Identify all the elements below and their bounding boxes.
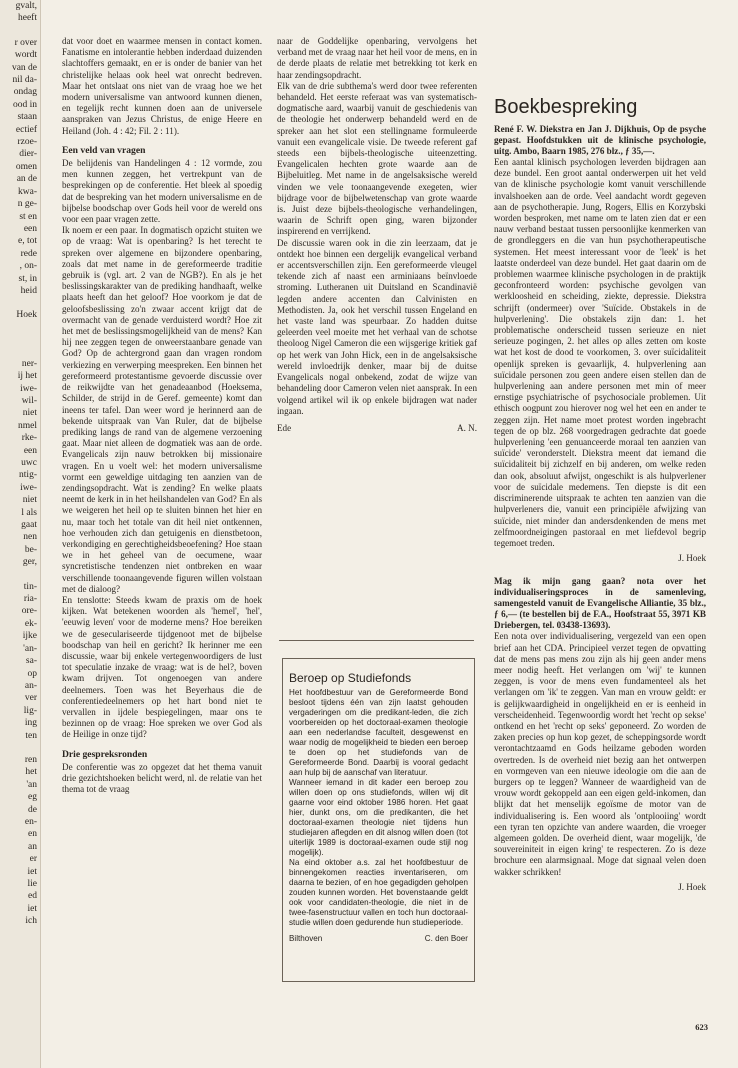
- signature-name: C. den Boer: [424, 934, 468, 943]
- gutter-line: 'an: [26, 779, 37, 790]
- gutter-line: dier-: [19, 149, 37, 160]
- gutter-line: ondag: [13, 87, 37, 98]
- gutter-line: heid: [20, 285, 37, 296]
- gutter-line: heeft: [18, 13, 37, 24]
- article-column-1: [62, 36, 262, 1036]
- gutter-line: ijke: [22, 631, 37, 642]
- page-number: 623: [695, 1022, 708, 1032]
- gutter-line: an: [28, 841, 37, 852]
- gutter-line: iet: [27, 903, 37, 914]
- review-paragraph: Een aantal klinisch psychologen leverden bijdragen aan deze bundel. Een groot aantal onderwerpen uit het veld van de klinische psychologie komt vanuit verschillende invalshoeken aan de orde. Veel aandacht wordt gegeven aan de psychotherapie. Jung, Rogers, Ellis en Korzybski worden besproken, met name om te laten zien dat er een nauw verband bestaat tussen persoonlijke kenmerken van de grondleggers en die van hun psychotherapeutische systemen. Het meest interessant voor de 'leek' is het laatste onderdeel van deze bundel. Het gaat daarin om de problemen waarmee klinische psychologen in de praktijk geconfronteerd worden: psychische gevolgen van werkloosheid en scheiding, ziekte, depressie. Diekstra schrijft (ondermeer) over 'Suïcide. Obstakels in de hulpverlening'. Die obstakels zijn dan: 1. het problematische onderscheid tussen serieuze en niet serieuze pogingen, 2. het alles op alles zetten om koste wat het kost de dood te voorkomen, 3. over suïcidaliteit openlijk spreken is gevaarlijk, 4. hulpverlening aan suïcidale personen zou geen andere eisen stellen dan de hulpverlening aan andere personen met min of meer ernstige psychiatrische of psychosociale problemen. Uit ethisch oogpunt zou hierover nog wel het een en ander te zeggen zijn. Het name moet protest worden ingebracht tegen de op blz. 268 voorgedragen gedrachte dat goede hulpverlening 'een genuanceerde moraal ten aanzien van suïcide' veronderstelt. Diekstra meent dat iemand die suïcidaliteit bij zichzelf en bij anderen, om welke reden dan ook, absoluut afwijst, ongeschikt is als hulpverlener voor de suïcidale medemens. Ten diepste is dit een discriminerende uitspraak te achten ten aanzien van die hulpverleners die, vanuit een principiële afwijzing van suïcide, niet minder dan andersdenkenden de mens met zelfmoordneigingen pastoraal en met liefdevol begrip tegemoet treden.: [494, 157, 706, 548]
- gutter-line: wordt: [14, 50, 37, 61]
- gutter-line: eg: [28, 792, 37, 803]
- gutter-line: rzoe-: [17, 137, 37, 148]
- intro-paragraph: dat voor doet en waarmee mensen in contact komen. Fanatisme en intolerantie hebben inderdaad duizenden slachtoffers gemaakt, en er is onder de banier van het christelijke helaas ook heel wat onrecht bedreven. Maar het ontslaat ons niet van de vraag hoe we het modern universalisme van antwoord kunnen dienen, en tegelijk recht kunnen doen aan de universele aanspraken van Jezus Christus, de enige Heere en Heiland (Joh. 4 : 42; Fil. 2 : 11).: [62, 36, 262, 136]
- gutter-line: [0, 25, 40, 37]
- gutter-line: ed: [28, 891, 37, 902]
- paragraph: De conferentie was zo opgezet dat het thema vanuit drie gezichtshoeken belicht werd, nl. de relatie van het thema tot de vraag: [62, 761, 262, 795]
- paragraph: De discussie waren ook in die zin leerzaam, dat je ontdekt hoe binnen een dergelijk evangelical verband er accentsverschillen zijn. Een gereformeerde vleugel tekende zich af naast een arminiaans beïnvloede stroming. Lutheranen uit Duitsland en Scandinavië legden andere accenten dan Calvinisten en Methodisten. Ja, ook het verschil tussen Engeland en het vaste land was speurbaar. Zo hadden duitse geleerden veel moeite met het verhaal van de schotse theoloog Nigel Cameron die een wijsgerige kritiek gaf op het werk van John Hick, een in de angelsaksische wereld invloedrijk denker, maar bij de duitse Evangelicals nogal onbekend, zodat de wijze van behandeling door Cameron velen niet aansprak. In een volgend artikel wil ik op enkele bijdragen wat nader ingaan.: [277, 237, 477, 416]
- paragraph: En tenslotte: Steeds kwam de praxis om de hoek kijken. Wat betekenen woorden als 'hemel', 'hel', 'eeuwig leven' voor de moderne mens? Hoe bereiken we de geseculariseerde tijdgenoot met de bijbelse boodschap van heil en gericht? Ik herinner me een discussie, waar bij enkele vertegenwoordigers de lust tot speculatie inzake de vraag: wat is de hel?, boven kwam drijven. Tot ongenoegen van andere deelnemers. Toen was het Beyerhaus die de conferentiedeelnemers op het hart bond niet te vervallen in ijdele bespiegelingen, maar ons te bezinnen op de vraag: Hoe spreken we over God als de Heilige in onze tijd?: [62, 594, 262, 740]
- gutter-line: iwe-: [20, 383, 37, 394]
- gutter-line: lig-: [23, 705, 37, 716]
- gutter-line: en-: [24, 816, 37, 827]
- gutter-line: de: [28, 804, 37, 815]
- article-signature: [277, 423, 477, 434]
- gutter-line: [0, 346, 40, 358]
- gutter-line: ren: [24, 754, 37, 765]
- signature-place: Bilthoven: [289, 934, 323, 943]
- gutter-line: nen: [23, 532, 37, 543]
- announcement-title: Beroep op Studiefonds: [289, 671, 412, 685]
- adjacent-page-strip: [0, 0, 41, 1068]
- gutter-line: een: [23, 223, 37, 234]
- gutter-line: [0, 334, 40, 346]
- gutter-line: ntig-: [19, 470, 37, 481]
- gutter-line: lie: [27, 879, 37, 889]
- paragraph: naar de Goddelijke openbaring, vervolgens het verband met de vraag naar het heil voor de mens, en in de derde plaats de relatie met betrekking tot kerk en haar zendingsopdracht.: [277, 36, 477, 80]
- book-reference: Mag ik mijn gang gaan? nota over het individualiseringsproces in de samenleving, samengesteld vanuit de Evangelische Alliantie, 35 blz., ƒ 6,— (te bestellen bij de F.A., Hoofstraat 55, 3971 KB Driebergen, tel. 03438-13693).: [494, 576, 706, 631]
- paragraph: Elk van de drie subthema's werd door twee referenten behandeld. Het eerste referaat was van systematisch-dogmatische aard, waarbij vanuit de geschiedenis van de theologie het onderwerp behandeld werd en de spreker aan het slot een stellingname formuleerde vanuit een evangelicale visie. De tweede referent gaf steeds een bijbels-theologische uiteenzetting. Evangelicalen hechten grote waarde aan de Bijbeluitleg. Met name in de angelsaksische wereld vinden we vele toonaangevende exegeten, wier bijdrage voor de bijbelwetenschap van grote waarde is. Juist deze bijbels-theologische verhandelingen, waarin de Schrift open ging, waren bijzonder inspirerend en verrijkend.: [277, 80, 477, 237]
- gutter-line: ten: [25, 730, 37, 741]
- gutter-line: er: [29, 854, 37, 865]
- gutter-line: r over: [14, 37, 37, 48]
- gutter-line: l als: [21, 507, 37, 518]
- book-reference: René F. W. Diekstra en Jan J. Dijkhuis, Op de psyche gepast. Hoofdstukken uit de klinische psychologie, uitg. Ambo, Baarn 1985, 276 blz., ƒ 35,—.: [494, 124, 706, 156]
- book-review-column: [494, 124, 706, 1024]
- gutter-line: en: [28, 829, 37, 840]
- signature-initials: A. N.: [457, 422, 477, 433]
- gutter-line: n ge-: [17, 199, 37, 210]
- gutter-line: uwc: [21, 458, 37, 468]
- gutter-line: st en: [19, 211, 37, 222]
- reviewer-signature: J. Hoek: [678, 553, 706, 564]
- gutter-line: van de: [11, 62, 37, 73]
- announcement-paragraph: Na eind oktober a.s. zal het hoofdbestuur de binnengekomen reacties inventariseren, om daarna te bezien, of en hoe gegadigden geholpen zouden kunnen worden. Het bovenstaande geldt ook voor candidaten-theologie, die niet in de twee-fasenstructuur vallen en toch hun doctoraal-studie willen doen gedurende hun studieperiode.: [289, 858, 468, 927]
- gutter-line: ing: [24, 718, 37, 729]
- gutter-line: niet: [22, 495, 37, 506]
- gutter-line: omen: [15, 161, 37, 172]
- gutter-line: ria-: [23, 594, 37, 605]
- gutter-line: Hoek: [16, 310, 37, 321]
- gutter-line: kwa-: [18, 186, 37, 197]
- gutter-line: het: [25, 767, 37, 778]
- gutter-line: nil da-: [12, 75, 37, 86]
- gutter-line: , on-: [19, 261, 37, 272]
- gutter-line: [0, 569, 40, 581]
- gutter-line: ood in: [12, 99, 37, 110]
- gutter-line: ij het: [17, 371, 37, 382]
- gutter-line: iwe-: [20, 482, 37, 493]
- announcement-signature: [289, 934, 468, 943]
- announcement-paragraph: Wanneer iemand in dit kader een beroep zou willen doen op ons studiefonds, willen wij dit gaarne voor eind oktober 1986 horen. Het gaat hier, dunkt ons, om die predikanten, die het doctoraal-examen theologie niet tijdens hun studiejaren aflegden en dit alsnog willen doen (tot uiterlijk 1989 is doctoraal-examen oude stijl nog mogelijk).: [289, 778, 468, 857]
- gutter-line: ore-: [21, 606, 37, 617]
- section-heading-drie-gespreksronden: Drie gespreksronden: [62, 748, 148, 760]
- gutter-line: niet: [22, 408, 37, 419]
- gutter-line: an de: [16, 174, 37, 185]
- gutter-line: tin-: [23, 581, 37, 592]
- gutter-line: e, tot: [18, 236, 37, 247]
- review-paragraph: Een nota over individualisering, vergezeld van een open brief aan het CDA. Principieel verzet tegen de opvatting dat de mens pas mens zou zijn als hij geen ander mens meer nodig heeft. Het verlangen om 'wij' te kunnen zeggen, is voor de mens even fundamenteel als het verlangen om 'ik' te zeggen. Van man en vrouw geldt: er is gelijkwaardigheid in ongelijkheid en er is eenheid in verscheidenheid. Tegenwoordig wordt het 'recht op sekse' ontkend en het 'recht op seks' geponeerd. Zo worden de zaken precies op hun kop gezet, de scheppingsorde wordt verontachtzaamd en Gods heilzame geboden worden overtreden. Is de overheid niet bezig aan het ontwerpen en vormgeven van een nieuwe ideologie om die aan de burgers op te leggen? Wanneer de waardigheid van de vrouw wordt gekoppeld aan een eigen geld-inkomen, dan blijkt dat het menselijk egoïsme de motor van de individualisering is. Een woord als 'ontplooiing' wordt een tyran ten opzichte van andere waarden, die vroeger algemeen golden. De overheid dient, waar mogelijk, 'de souvereiniteit in eigen kring' te respecteren. Zo is deze brochure een alarmsignaal. Moge dat signaal velen doen wakker schrikken!: [494, 631, 706, 877]
- gutter-line: staan: [17, 112, 37, 123]
- gutter-line: [0, 297, 40, 309]
- gutter-line: gaat: [21, 520, 37, 531]
- gutter-line: gvalt,: [15, 1, 37, 11]
- gutter-line: an-: [24, 680, 37, 691]
- gutter-line: wil-: [21, 395, 37, 406]
- divider-line: [279, 640, 474, 641]
- announcement-box: [282, 658, 475, 982]
- gutter-line: rke-: [21, 433, 37, 444]
- gutter-line: ner-: [21, 358, 37, 369]
- gutter-line: 'an-: [23, 643, 37, 654]
- signature-place: Ede: [277, 422, 292, 433]
- gutter-line: een: [23, 445, 37, 456]
- paragraph: Ik noem er een paar. In dogmatisch opzicht stuiten we op de vraag: Wat is openbaring? Is het terecht te spreken over algemene en bijzondere openbaring, zoals dat met name in de gereformeerde traditie gebruik is (vgl. art. 2 van de NGB?). En als je het beslissingskarakter van de prediking handhaaft, welke plaats heeft dan het geloof? Hoe voorkom je dat de geloofsbeslissing zo'n zwaar accent krijgt dat de overmacht van de genade verduisterd wordt? Hoe zit het met de beslissingsmogelijkheid van de mens? Kan hij nee zeggen tegen de onweerstaanbare genade van God? Op de achtergrond gaan dan vragen rondom verkiezing en verwerping meespreken. Een binnen het gereformeerd protestantisme gevoerde discussie over de reikwijdte van het genadeaanbod (Hoeksema, Schilder, de strijd in de Geref. gemeente) komt dan ineens ter tafel. Dan weer word je herinnerd aan de bekende uitspraak van Van Ruler, dat de bijbelse prediking langs de rand van de algemene verzoening gaat. Maar niet alleen de dogmatiek was aan de orde. Evangelicals zijn nauw betrokken bij missionaire vragen. En u voelt wel: het modern universalisme vormt een geweldige uitdaging ten aanzien van de zendingsopdracht. Wat is zending? En welke plaats neemt de kerk in in het heilshandelen van God? En als we weigeren het heil op te sluiten binnen het hier en nu, maar toch het totale van dit heil niet ontkennen, hoe verhouden zich dan getuigenis en dienstbetoon, verkondiging en gerechtigheidsbeoefening? Hoe staan we in het geheel van de oecumene, waar syncretistische tendenzen niet ontbreken en waar verschillende toonaangevende figuren willen volstaan met de dialoog?: [62, 225, 262, 594]
- gutter-line: nmel: [18, 420, 37, 431]
- announcement-paragraph: Het hoofdbestuur van de Gereformeerde Bond besloot tijdens één van zijn laatst gehouden vergaderingen om die predikant-leden, die zich voorbereiden op het doctoraal-examen theologie aan een nederlandse faculteit, desgewenst en waar nodig de mogelijkheid te bieden een beroep te doen op het studiefonds van de Gereformeerde Bond. Daarbij is vooral gedacht aan hulp bij de aanschaf van literatuur.: [289, 688, 468, 777]
- section-title: Boekbespreking: [494, 96, 638, 118]
- section-heading-een-veld-van-vragen: Een veld van vragen: [62, 144, 146, 156]
- gutter-line: [0, 322, 40, 334]
- gutter-line: ich: [25, 916, 37, 927]
- reviewer-signature: J. Hoek: [678, 881, 706, 892]
- gutter-line: op: [27, 668, 37, 679]
- gutter-line: be-: [24, 544, 37, 555]
- gutter-line: st, in: [18, 273, 37, 284]
- article-column-2: [277, 36, 477, 636]
- gutter-line: sa-: [25, 656, 37, 667]
- gutter-line: ectief: [15, 124, 37, 135]
- gutter-line: iet: [27, 866, 37, 877]
- gutter-line: rede: [20, 248, 37, 259]
- paragraph: De belijdenis van Handelingen 4 : 12 vormde, zou men kunnen zeggen, het vertrekpunt van de besprekingen op de conferentie. Het bleek al spoedig dat de bespreking van het modern universalisme en de bijbelse boodschap over Gods heil voor de wereld ons voor een paar vragen zette.: [62, 158, 262, 225]
- gutter-line: ger,: [22, 557, 37, 568]
- gutter-line: ek-: [24, 618, 37, 629]
- gutter-line: ver: [24, 693, 37, 704]
- gutter-line: [0, 742, 40, 754]
